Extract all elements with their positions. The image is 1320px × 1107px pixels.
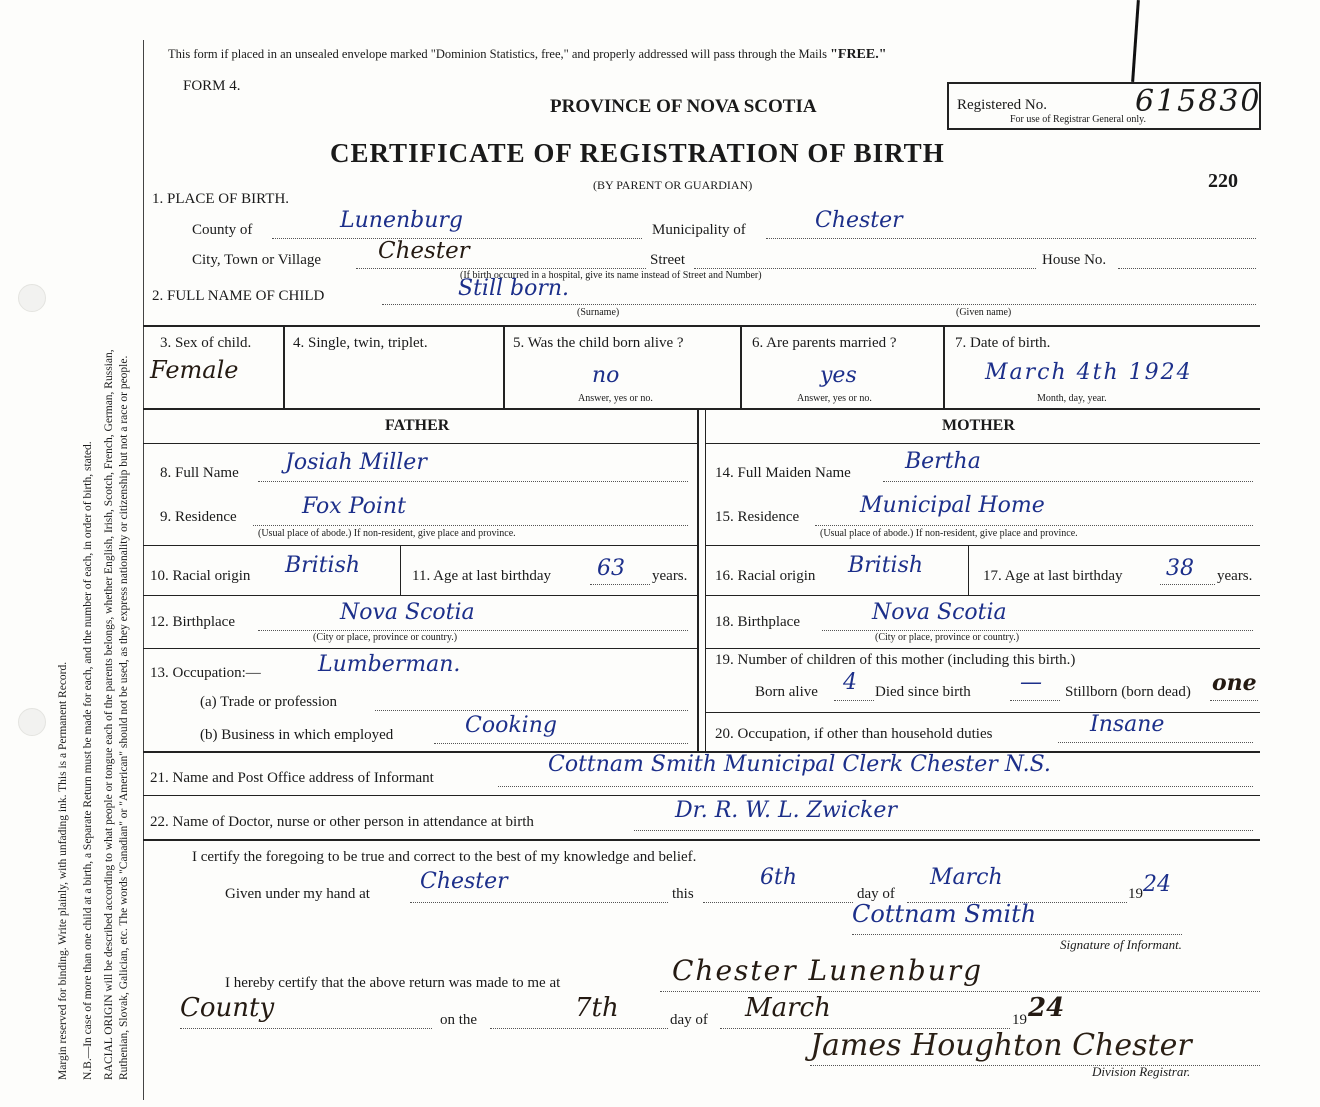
father-heading: FATHER [385,417,450,434]
father-residence-value: Fox Point [302,494,406,519]
doctor-value: Dr. R. W. L. Zwicker [675,798,897,823]
mother-birthplace-value: Nova Scotia [872,600,1007,625]
city-label: City, Town or Village [192,252,322,268]
hospital-note: (If birth occurred in a hospital, give its name instead of Street and Number) [460,270,762,281]
father-residence-label: 9. Residence [160,509,237,525]
doctor-label: 22. Name of Doctor, nurse or other person in attendance at birth [150,814,534,830]
province-heading: PROVINCE OF NOVA SCOTIA [550,96,817,117]
registrar-signature-label: Division Registrar. [1092,1064,1191,1079]
punch-hole-bottom [18,708,46,736]
father-racial-value: British [285,553,361,578]
place-of-birth-label: 1. PLACE OF BIRTH. [152,191,290,207]
mail-notice [168,47,887,63]
date-of-birth-note: Month, day, year. [1037,393,1107,404]
pen-stroke-mark [1131,0,1140,82]
parents-married-note: Answer, yes or no. [797,393,872,404]
county-value: Lunenburg [340,208,463,233]
mother-occupation-label: 20. Occupation, if other than household duties [715,726,993,742]
father-occupation-value: Lumberman. [318,652,461,677]
certificate-subtitle: (BY PARENT OR GUARDIAN) [593,178,753,192]
mother-racial-value: British [848,553,924,578]
sex-value: Female [150,356,239,384]
mother-name-value: Bertha [905,449,981,474]
born-alive-label: 5. Was the child born alive ? [513,335,684,351]
mother-age-value: 38 [1166,556,1194,581]
father-birthplace-label: 12. Birthplace [150,614,235,630]
surname-note: (Surname) [577,307,620,318]
born-alive-count-label: Born alive [755,684,818,700]
died-since-birth-value: — [1020,670,1042,695]
registrar-year-value: 24 [1028,993,1065,1023]
street-label: Street [650,252,685,268]
mail-free: "FREE." [830,47,887,62]
born-alive-value: no [592,363,620,388]
born-alive-note: Answer, yes or no. [578,393,653,404]
certification-statement: I certify the foregoing to be true and correct to the best of my knowledge and belief. [192,849,697,865]
municipality-value: Chester [815,208,903,233]
county-label: County of [192,222,253,238]
mother-occupation-value: Insane [1090,712,1165,737]
child-name-value: Still born. [458,276,570,301]
father-trade-label: (a) Trade or profession [200,694,338,710]
father-birthplace-note: (City or place, province or country.) [313,632,458,643]
mother-birthplace-label: 18. Birthplace [715,614,800,630]
stillborn-label: Stillborn (born dead) [1065,684,1191,700]
registrar-month-value: March [745,993,831,1023]
registrar-county-value: County [180,993,275,1023]
parents-married-label: 6. Are parents married ? [752,335,897,351]
given-year-value: 24 [1143,872,1171,897]
margin-note-2: N.B.—In case of more than one child at a birth, a Separate Return must be made for each, and the number of each, in order of birth, stated. [82,441,94,1080]
given-year-prefix: 19 [1128,886,1143,902]
stillborn-value: one [1212,670,1257,696]
margin-note-3: RACIAL ORIGIN will be described according to what people or tongue each of the parents belongs, whether English, Irish, Scotch, French, German, Russian, [103,349,115,1080]
mother-residence-label: 15. Residence [715,509,800,525]
given-day-value: 6th [760,865,798,890]
margin-note-4: Ruthenian, Slovak, Galician, etc. The words "Canadian" or "American" should not be used, as they express nationality or citizenship but not a race or people. [118,355,130,1080]
father-business-value: Cooking [465,713,557,738]
registrar-year-prefix: 19 [1012,1012,1027,1028]
punch-hole-top [18,284,46,312]
father-name-value: Josiah Miller [285,450,427,475]
date-of-birth-label: 7. Date of birth. [955,335,1051,351]
mother-age-label: 17. Age at last birthday [983,568,1123,584]
registrar-place-value: Chester Lunenburg [672,954,984,987]
given-under-label: Given under my hand at [225,886,370,902]
registrar-statement: I hereby certify that the above return was made to me at [225,975,561,991]
date-of-birth-value: March 4th 1924 [985,360,1193,385]
father-name-label: 8. Full Name [160,465,239,481]
registrar-note: For use of Registrar General only. [1010,114,1146,125]
child-name-label: 2. FULL NAME OF CHILD [152,288,325,304]
multiple-birth-label: 4. Single, twin, triplet. [293,335,428,351]
mother-heading: MOTHER [942,417,1015,434]
father-occupation-label: 13. Occupation:— [150,665,261,681]
mother-racial-label: 16. Racial origin [715,568,816,584]
informant-signature-label: Signature of Informant. [1060,937,1182,952]
registrar-day-of-label: day of [670,1012,708,1028]
father-age-label: 11. Age at last birthday [412,568,551,584]
died-since-birth-label: Died since birth [875,684,971,700]
father-birthplace-value: Nova Scotia [340,600,475,625]
informant-signature: Cottnam Smith [852,900,1037,928]
registered-number: 615830 [1135,84,1262,119]
given-month-value: March [930,865,1003,890]
registered-label: Registered No. [957,97,1047,113]
corner-number: 220 [1208,170,1238,192]
mail-notice-text: This form if placed in an unsealed envelope marked "Dominion Statistics, free," and properly addressed will pass through the Mails [168,47,831,61]
mother-residence-note: (Usual place of abode.) If non-resident, give place and province. [820,528,1078,539]
informant-value: Cottnam Smith Municipal Clerk Chester N.S. [548,752,1051,777]
mother-birthplace-note: (City or place, province or country.) [875,632,1020,643]
mother-age-years: years. [1217,568,1253,584]
father-age-years: years. [652,568,688,584]
mother-children-label: 19. Number of children of this mother (including this birth.) [715,652,1076,668]
father-age-value: 63 [597,556,625,581]
margin-rule [143,40,144,1100]
house-label: House No. [1042,252,1107,268]
given-day-of-label: day of [857,886,895,902]
informant-label: 21. Name and Post Office address of Informant [150,770,434,786]
form-number: FORM 4. [183,78,241,94]
registrar-day-value: 7th [575,993,619,1023]
registrar-signature: James Houghton Chester [810,1028,1192,1063]
father-business-label: (b) Business in which employed [200,727,394,743]
mother-name-label: 14. Full Maiden Name [715,465,851,481]
margin-note-1: Margin reserved for binding. Write plainly, with unfading ink. This is a Permanent Record. [57,661,69,1080]
mother-residence-value: Municipal Home [860,493,1045,518]
city-value: Chester [378,238,470,264]
certificate-title: CERTIFICATE OF REGISTRATION OF BIRTH [330,138,945,168]
municipality-label: Municipality of [652,222,746,238]
given-name-note: (Given name) [956,307,1012,318]
given-place-value: Chester [420,869,508,894]
parents-married-value: yes [820,363,857,388]
registrar-on-the-label: on the [440,1012,478,1028]
father-racial-label: 10. Racial origin [150,568,251,584]
this-label: this [672,886,694,902]
sex-label: 3. Sex of child. [160,335,252,351]
father-residence-note: (Usual place of abode.) If non-resident, give place and province. [258,528,516,539]
born-alive-count-value: 4 [843,670,857,695]
